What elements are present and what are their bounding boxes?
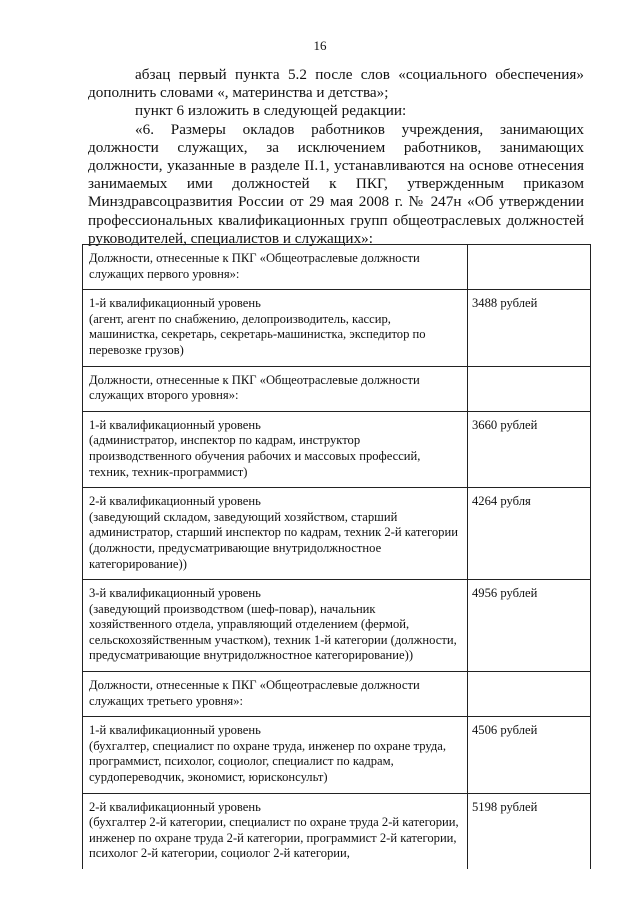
salary-cell: 4956 рублей xyxy=(468,580,591,672)
qualification-level: 1-й квалификационный уровень xyxy=(89,723,261,738)
table-row xyxy=(83,290,591,366)
position-cell xyxy=(83,793,468,869)
position-cell xyxy=(83,580,468,672)
body-text xyxy=(88,66,584,248)
salary-cell: 3488 рублей xyxy=(468,290,591,366)
qualification-level: Должности, отнесенные к ПКГ «Общеотраслевые должности служащих первого уровня»: xyxy=(89,251,420,281)
position-list: (заведующий складом, заведующий хозяйством, старший администратор, старший инспектор по кадрам, техник 2-й категории (должности, предусматривающие внутридолжностное категорирование)) xyxy=(89,509,458,571)
position-cell xyxy=(83,488,468,580)
position-cell xyxy=(83,290,468,366)
position-list: (бухгалтер, специалист по охране труда, инженер по охране труда, программист, психолог, социолог, специалист по кадрам, сурдопереводчик, экономист, юрисконсульт) xyxy=(89,738,446,785)
salary-cell: 4264 рубля xyxy=(468,488,591,580)
qualification-level: Должности, отнесенные к ПКГ «Общеотраслевые должности служащих третьего уровня»: xyxy=(89,678,420,708)
position-list: (администратор, инспектор по кадрам, инструктор производственного обучения рабочих и массовых профессий, техник, техник-программист) xyxy=(89,433,421,479)
position-cell xyxy=(83,366,468,411)
qualification-level: Должности, отнесенные к ПКГ «Общеотраслевые должности служащих второго уровня»: xyxy=(89,372,420,403)
position-list: (агент, агент по снабжению, делопроизводитель, кассир, машинистка, секретарь, секретарь-машинистка, экспедитор по перевозке грузов) xyxy=(89,311,426,357)
table-row xyxy=(83,245,591,290)
position-cell xyxy=(83,245,468,290)
salary-table xyxy=(82,244,591,869)
table-row xyxy=(83,366,591,411)
paragraph-3: «6. Размеры окладов работников учреждения, занимающих должности служащих, за исключением работников, занимающих должности, указанные в разделе II.1, устанавливаются на основе отнесения занимаемых ими должностей к ПКГ, утвержденным приказом Минздравсоцразвития России от 29 мая 2008 г. № 247н «Об утверждении профессиональных квалификационных групп общеотраслевых должностей руководителей, специалистов и служащих»: xyxy=(88,120,584,247)
position-cell xyxy=(83,672,468,717)
salary-cell: 3660 рублей xyxy=(468,411,591,487)
position-cell xyxy=(83,411,468,487)
salary-cell: 5198 рублей xyxy=(468,793,591,869)
paragraph-2: пункт 6 изложить в следующей редакции: xyxy=(135,102,407,120)
position-list: (бухгалтер 2-й категории, специалист по охране труда 2-й категории, инженер по охране труда 2-й категории, программист 2-й категории, психолог 2-й категории, социолог 2-й категории, xyxy=(89,815,459,861)
salary-cell xyxy=(468,672,591,717)
table-row xyxy=(83,580,591,672)
page-number: 16 xyxy=(313,38,327,53)
qualification-level: 1-й квалификационный уровень xyxy=(89,296,261,311)
position-list: (заведующий производством (шеф-повар), начальник хозяйственного отдела, управляющий отделением (фермой, сельскохозяйственным участком), техник 1-й категории (должности, предусматривающие внутридолжностное категорирование)) xyxy=(89,601,457,663)
salary-cell xyxy=(468,245,591,290)
qualification-level: 2-й квалификационный уровень xyxy=(89,494,261,509)
table-row xyxy=(83,488,591,580)
qualification-level: 2-й квалификационный уровень xyxy=(89,799,261,814)
qualification-level: 1-й квалификационный уровень xyxy=(89,417,261,432)
salary-cell xyxy=(468,366,591,411)
qualification-level: 3-й квалификационный уровень xyxy=(89,586,261,601)
table-row xyxy=(83,717,591,793)
paragraph-1: абзац первый пункта 5.2 после слов «социального обеспечения» дополнить словами «, материнства и детства»; xyxy=(88,66,584,102)
salary-cell: 4506 рублей xyxy=(468,717,591,793)
table-row xyxy=(83,793,591,869)
table-row xyxy=(83,672,591,717)
position-cell xyxy=(83,717,468,793)
table-row xyxy=(83,411,591,487)
